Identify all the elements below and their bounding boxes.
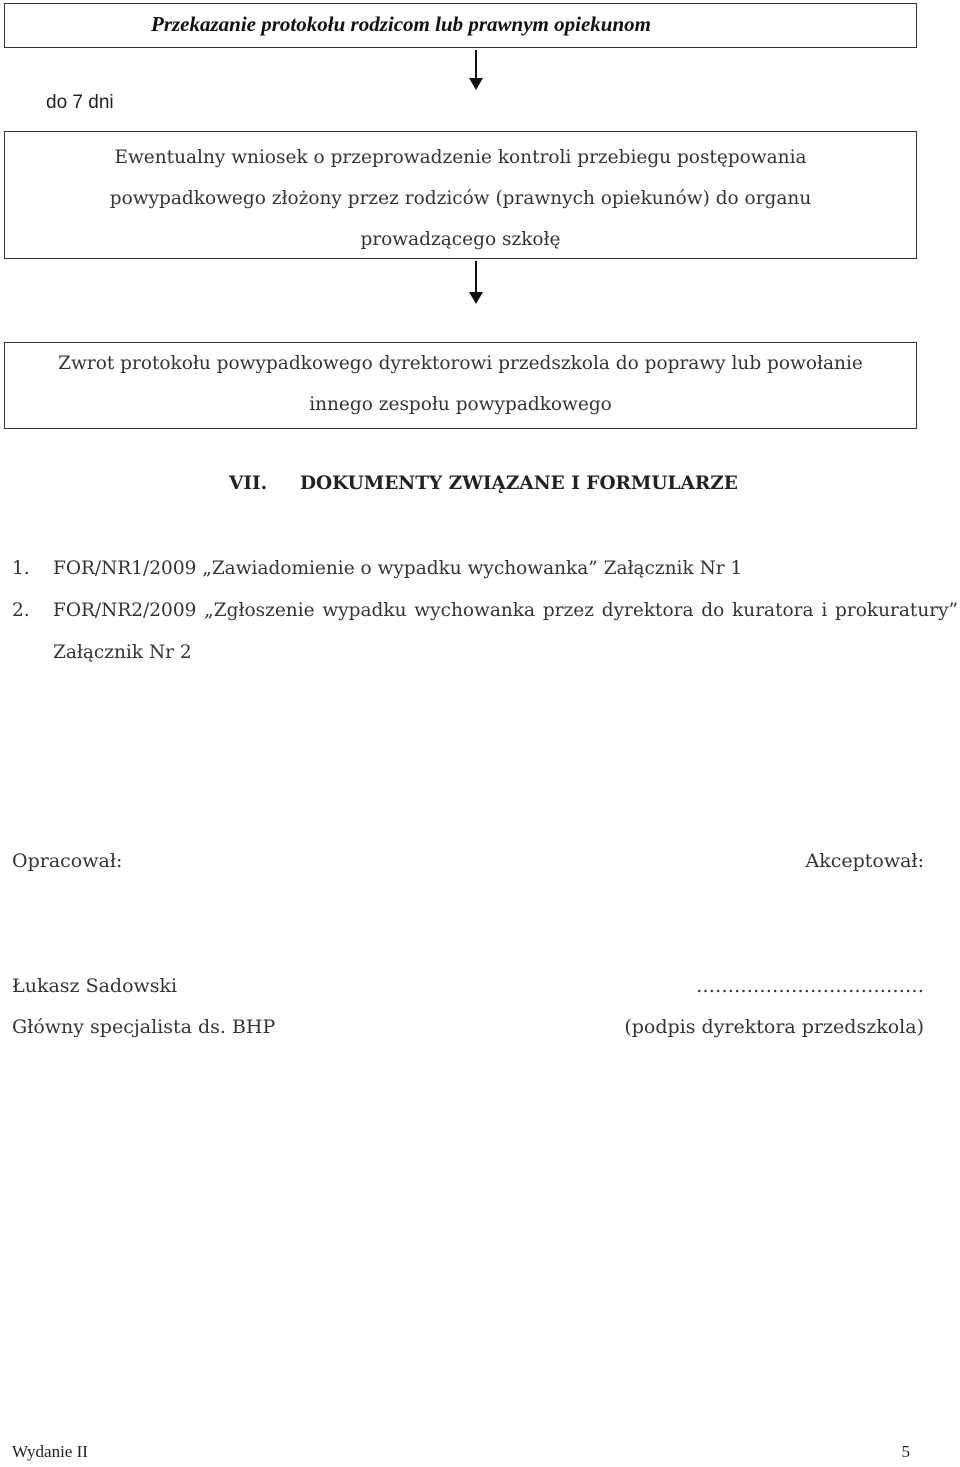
flow-box-text-line: powypadkowego złożony przez rodziców (prawnych opiekunów) do organu [109,188,812,209]
flow-box-handover-text: Przekazanie protokołu rodzicom lub prawnym opiekunom [151,12,651,36]
document-reference: FOR/NR2/2009 „Zgłoszenie wypadku wychowanka przez dyrektora do kuratora i prokuratury” Załącznik Nr 2 [53,600,958,663]
section-number: VII. [229,473,268,494]
flow-box-text-line: innego zespołu powypadkowego [309,394,612,415]
section-title: DOKUMENTY ZWIĄZANE I FORMULARZE [300,473,738,494]
flow-box-text-line: prowadzącego szkołę [360,229,561,250]
flow-box-inspection-request [4,131,917,259]
timeframe-label: do 7 dni [46,92,114,113]
author-role: Główny specjalista ds. BHP [12,1016,276,1038]
flow-arrow-down-icon [469,50,483,90]
flow-box-protocol-return [4,342,917,429]
list-number: 1. [12,558,30,579]
document-reference: FOR/NR1/2009 „Zawiadomienie o wypadku wychowanka” Załącznik Nr 1 [53,558,743,579]
author-name: Łukasz Sadowski [12,975,178,997]
prepared-by-label: Opracował: [12,850,123,872]
page-number: 5 [901,1442,910,1461]
flow-box-text-line: Ewentualny wniosek o przeprowadzenie kontroli przebiegu postępowania [114,147,807,168]
signature-line: ……………………………… [696,975,924,997]
flow-box-text-line: Zwrot protokołu powypadkowego dyrektorowi przedszkola do poprawy lub powołanie [58,353,863,374]
list-number: 2. [12,600,30,621]
signature-note: (podpis dyrektora przedszkola) [624,1016,924,1038]
flow-arrow-down-icon [469,261,483,305]
footer-edition: Wydanie II [12,1442,88,1461]
accepted-by-label: Akceptował: [805,850,924,872]
section-heading [0,473,960,499]
flow-box-handover [4,3,917,48]
